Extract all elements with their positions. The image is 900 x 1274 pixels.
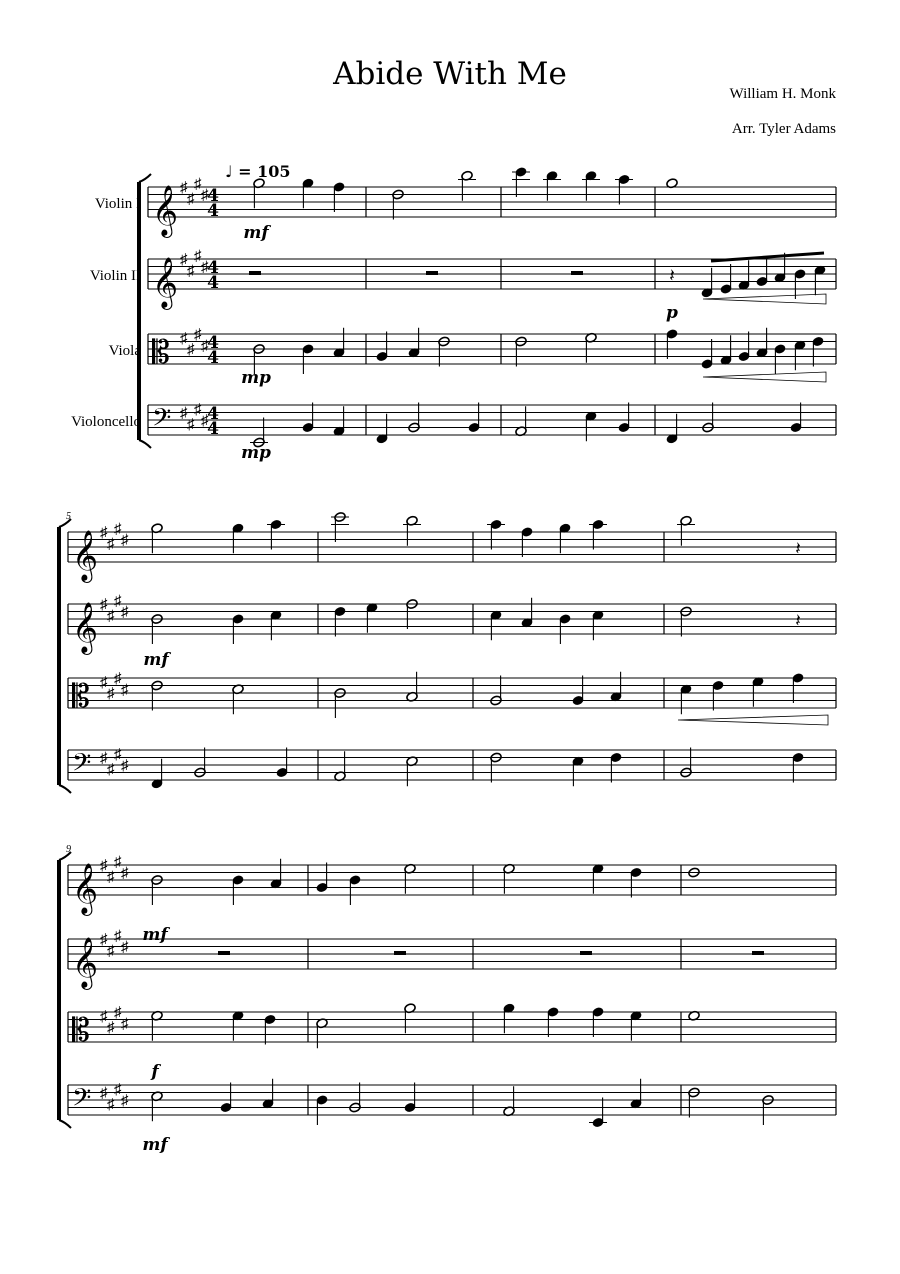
quarter-rest-icon: 𝄽 — [795, 538, 801, 559]
sharp-icon: ♯ — [194, 248, 202, 265]
note-head — [316, 1018, 328, 1048]
note-head — [792, 752, 804, 782]
sharp-icon: ♯ — [114, 1005, 122, 1021]
sharp-icon: ♯ — [194, 327, 202, 343]
instrument-label-violin2: Violin II — [89, 268, 141, 284]
note-head — [774, 344, 786, 374]
note-head — [720, 335, 732, 365]
note-head — [334, 751, 346, 781]
note-head — [812, 336, 824, 366]
sharp-icon: ♯ — [121, 1016, 129, 1033]
crescendo-hairpin — [703, 294, 826, 304]
note-head — [701, 339, 713, 369]
note-head — [406, 672, 418, 702]
note-head — [610, 752, 622, 782]
sharp-icon: ♯ — [107, 943, 115, 960]
sharp-icon: ♯ — [180, 330, 188, 347]
alto-clef-icon: 𝄡 — [72, 1012, 90, 1048]
sharp-icon: ♯ — [107, 761, 115, 778]
bass-clef-icon: 𝄢 — [72, 749, 92, 783]
note-head — [151, 523, 163, 553]
sharp-icon: ♯ — [187, 416, 195, 433]
note-head — [302, 403, 314, 433]
sharp-icon: ♯ — [114, 1081, 122, 1098]
sharp-icon: ♯ — [107, 608, 115, 625]
note-head — [543, 170, 561, 200]
sharp-icon: ♯ — [121, 532, 129, 549]
note-head — [404, 863, 416, 893]
note-head — [702, 403, 714, 433]
note-head — [630, 867, 642, 897]
note-head — [701, 268, 713, 298]
treble-clef-icon: 𝄞 — [72, 603, 99, 652]
note-head — [738, 260, 750, 290]
time-signature-numerator: 4 — [207, 404, 219, 424]
instrument-label-viola: Viola — [108, 343, 141, 359]
sharp-icon: ♯ — [114, 746, 122, 763]
note-head — [618, 403, 630, 433]
note-head — [151, 875, 163, 905]
note-head — [232, 1010, 244, 1040]
note-head — [503, 863, 515, 893]
sharp-icon: ♯ — [114, 521, 122, 538]
time-signature-numerator: 4 — [207, 333, 219, 353]
note-head — [794, 340, 806, 370]
bracket-hook — [139, 440, 151, 448]
note-head — [572, 756, 584, 786]
note-head — [756, 257, 768, 287]
note-head — [151, 759, 163, 789]
note-head — [232, 875, 244, 905]
note-head — [262, 1079, 274, 1109]
note-head — [406, 756, 418, 786]
treble-clef-icon: 𝄞 — [72, 864, 99, 913]
quarter-rest-icon: 𝄽 — [669, 265, 675, 286]
note-head — [316, 863, 328, 893]
note-head — [267, 519, 285, 549]
sharp-icon: ♯ — [201, 413, 209, 429]
sharp-icon: ♯ — [201, 338, 209, 355]
note-head — [589, 519, 607, 549]
sharp-icon: ♯ — [187, 191, 195, 208]
note-head — [515, 406, 527, 436]
note-head — [794, 269, 806, 299]
sharp-icon: ♯ — [121, 1093, 129, 1109]
note-head — [220, 1083, 232, 1113]
note-head — [592, 1007, 604, 1037]
note-head — [585, 332, 597, 362]
instrument-label-violin1: Violin I — [94, 196, 141, 212]
sharp-icon: ♯ — [100, 674, 108, 691]
note-head — [334, 688, 346, 718]
note-head — [559, 614, 571, 644]
treble-clef-icon: 𝄞 — [72, 531, 99, 580]
time-signature-denominator: 4 — [207, 348, 219, 368]
note-head — [680, 684, 692, 714]
note-head — [512, 167, 530, 197]
note-head — [503, 1086, 515, 1116]
note-head — [630, 1010, 642, 1040]
note-head — [333, 406, 345, 436]
note-head — [376, 332, 388, 362]
note-head — [270, 859, 282, 889]
whole-rest-icon — [249, 271, 261, 275]
whole-rest-icon — [580, 951, 592, 955]
sharp-icon: ♯ — [107, 1020, 115, 1036]
note-head — [232, 523, 244, 553]
whole-rest-icon — [218, 951, 230, 955]
instrument-label-cello: Violoncello — [71, 414, 141, 430]
note-head — [333, 328, 345, 358]
bracket-hook — [139, 174, 151, 182]
sharp-icon: ♯ — [180, 252, 188, 268]
bracket-hook — [59, 1120, 71, 1128]
note-head — [666, 414, 678, 444]
sharp-icon: ♯ — [121, 758, 129, 774]
sharp-icon: ♯ — [194, 401, 202, 418]
sharp-icon: ♯ — [100, 750, 108, 767]
sharp-icon: ♯ — [100, 597, 108, 613]
note-head — [630, 1079, 642, 1109]
note-head — [334, 606, 346, 636]
note-head — [151, 680, 163, 710]
note-head — [438, 336, 450, 366]
sharp-icon: ♯ — [100, 1008, 108, 1025]
note-head — [756, 328, 768, 358]
note-head — [302, 178, 314, 208]
note-head — [490, 676, 502, 706]
note-head — [615, 174, 633, 204]
note-head — [559, 523, 571, 553]
note-head — [406, 599, 418, 629]
note-head — [403, 515, 421, 545]
sharp-icon: ♯ — [180, 405, 188, 422]
note-head — [349, 875, 361, 905]
treble-clef-icon: 𝄞 — [152, 186, 179, 235]
note-head — [752, 676, 764, 706]
note-head — [264, 1014, 276, 1044]
note-head — [253, 178, 265, 208]
note-head — [790, 403, 802, 433]
note-head — [582, 170, 600, 200]
treble-clef-icon: 𝄞 — [152, 258, 179, 307]
note-head — [349, 1083, 361, 1113]
note-head — [792, 673, 804, 703]
bass-clef-icon: 𝄢 — [72, 1084, 92, 1118]
sharp-icon: ♯ — [201, 259, 209, 276]
bracket-hook — [59, 785, 71, 793]
sharp-icon: ♯ — [100, 932, 108, 948]
sharp-icon: ♯ — [100, 858, 108, 874]
note-head — [738, 332, 750, 362]
note-head — [490, 610, 502, 640]
sharp-icon: ♯ — [114, 928, 122, 945]
crescendo-hairpin — [703, 372, 826, 382]
sharp-icon: ♯ — [107, 686, 115, 702]
note-head — [366, 602, 378, 632]
note-head — [331, 512, 349, 542]
sharp-icon: ♯ — [121, 604, 129, 621]
note-head — [270, 610, 282, 640]
note-head — [666, 329, 678, 359]
note-head — [333, 182, 345, 212]
note-head — [468, 403, 480, 433]
note-head — [490, 752, 502, 782]
note-head — [720, 264, 732, 294]
whole-rest-icon — [752, 951, 764, 955]
note-head — [712, 680, 724, 710]
time-signature-numerator: 4 — [207, 186, 219, 206]
sharp-icon: ♯ — [107, 536, 115, 553]
note-head — [680, 606, 692, 636]
note-head — [408, 403, 420, 433]
dynamic-viola: mp — [241, 368, 271, 388]
note-head — [232, 614, 244, 644]
quarter-rest-icon: 𝄽 — [795, 610, 801, 631]
sharp-icon: ♯ — [194, 176, 202, 193]
note-head — [503, 1003, 515, 1033]
tempo-marking: ♩ = 105 — [225, 162, 291, 181]
dynamic-viola: f — [151, 1062, 159, 1082]
sharp-icon: ♯ — [100, 1085, 108, 1102]
sharp-icon: ♯ — [187, 263, 195, 280]
note-head — [487, 519, 505, 549]
time-signature-denominator: 4 — [207, 419, 219, 439]
composer-credit: William H. Monk — [729, 86, 836, 102]
measure-number: 5 — [66, 511, 71, 522]
whole-rest-icon — [394, 951, 406, 955]
measure-number: 9 — [66, 844, 71, 855]
note-head — [392, 189, 404, 219]
note-head — [151, 614, 163, 644]
sharp-icon: ♯ — [121, 682, 129, 699]
beam — [711, 253, 824, 261]
note-head — [677, 515, 695, 545]
note-head — [276, 748, 288, 778]
dynamic-violin2: p — [666, 303, 678, 323]
note-head — [814, 265, 826, 295]
note-head — [151, 1010, 163, 1040]
sharp-icon: ♯ — [114, 854, 122, 871]
note-head — [458, 170, 476, 200]
note-head — [610, 672, 622, 702]
time-signature-denominator: 4 — [207, 273, 219, 293]
alto-clef-icon: 𝄡 — [152, 334, 170, 370]
sharp-icon: ♯ — [121, 865, 129, 882]
note-head — [592, 610, 604, 640]
crescendo-hairpin — [678, 715, 828, 725]
note-head — [762, 1095, 774, 1125]
note-head — [302, 344, 314, 374]
sharp-icon: ♯ — [114, 593, 122, 610]
note-head — [408, 328, 420, 358]
note-head — [515, 336, 527, 366]
time-signature-numerator: 4 — [207, 258, 219, 278]
sharp-icon: ♯ — [107, 869, 115, 886]
alto-clef-icon: 𝄡 — [72, 678, 90, 714]
note-head — [592, 863, 604, 893]
note-head — [151, 1091, 163, 1121]
note-head — [680, 748, 692, 778]
note-head — [404, 1083, 416, 1113]
whole-rest-icon — [571, 271, 583, 275]
whole-rest-icon — [426, 271, 438, 275]
sharp-icon: ♯ — [201, 187, 209, 204]
note-head — [589, 1098, 607, 1128]
note-head — [585, 411, 597, 441]
note-head — [376, 414, 388, 444]
treble-clef-icon: 𝄞 — [72, 938, 99, 987]
note-head — [572, 676, 584, 706]
dynamic-cello: mp — [241, 443, 271, 463]
sharp-icon: ♯ — [187, 342, 195, 358]
note-head — [688, 1087, 700, 1117]
sharp-icon: ♯ — [107, 1096, 115, 1113]
note-head — [404, 1003, 416, 1033]
note-head — [316, 1095, 328, 1125]
page-title: Abide With Me — [333, 56, 567, 92]
note-head — [547, 1007, 559, 1037]
note-head — [232, 684, 244, 714]
dynamic-violin1: mf — [243, 223, 269, 243]
dynamic-cello: mf — [142, 1135, 168, 1155]
sharp-icon: ♯ — [114, 671, 122, 687]
time-signature-denominator: 4 — [207, 201, 219, 221]
sharp-icon: ♯ — [100, 525, 108, 541]
bass-clef-icon: 𝄢 — [152, 404, 172, 438]
note-head — [194, 748, 206, 778]
dynamic-violin2: mf — [143, 650, 169, 670]
dynamic-violin1: mf — [142, 925, 168, 945]
sharp-icon: ♯ — [121, 939, 129, 956]
sharp-icon: ♯ — [180, 180, 188, 196]
note-head — [521, 527, 533, 557]
arranger-credit: Arr. Tyler Adams — [731, 121, 836, 137]
note-head — [521, 598, 533, 628]
